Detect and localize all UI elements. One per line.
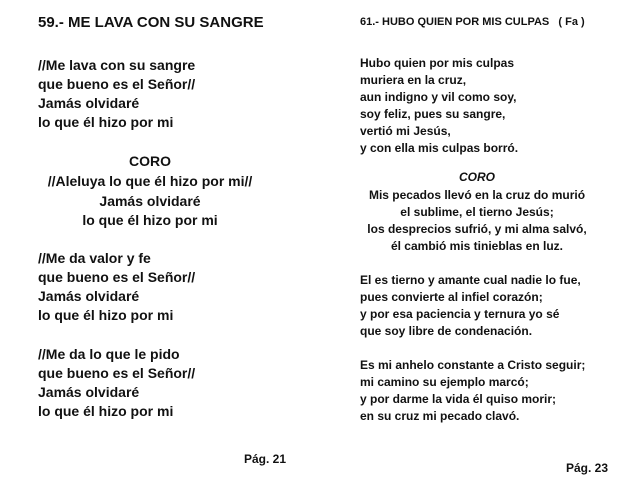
chorus-heading: CORO — [129, 153, 171, 169]
page-number-right: Pág. 23 — [566, 461, 609, 475]
lyric-line: mi camino su ejemplo marcó; — [360, 375, 529, 389]
lyric-line: lo que él hizo por mi — [38, 114, 174, 130]
lyric-line: Es mi anhelo constante a Cristo seguir; — [360, 358, 586, 372]
lyric-line: que bueno es el Señor// — [38, 269, 196, 285]
lyric-line: El es tierno y amante cual nadie lo fue, — [360, 273, 581, 287]
song-title-61: 61.- HUBO QUIEN POR MIS CULPAS ( Fa ) — [360, 16, 585, 28]
lyric-line: que bueno es el Señor// — [38, 365, 196, 381]
chorus-line: //Aleluya lo que él hizo por mi// — [47, 173, 253, 189]
lyric-line: //Me lava con su sangre — [38, 57, 196, 73]
chorus-heading: CORO — [459, 170, 495, 184]
lyric-line: soy feliz, pues su sangre, — [360, 107, 506, 121]
chorus-line: los desprecios sufrió, y mi alma salvó, — [367, 222, 587, 236]
chorus-line: lo que él hizo por mi — [82, 212, 218, 228]
chorus-line: Mis pecados llevó en la cruz do murió — [368, 188, 586, 202]
lyric-line: vertió mi Jesús, — [360, 124, 451, 138]
lyric-line: Jamás olvidaré — [38, 288, 140, 304]
lyric-line: lo que él hizo por mi — [38, 403, 174, 419]
lyric-line: Hubo quien por mis culpas — [360, 56, 515, 70]
lyric-line: Jamás olvidaré — [38, 384, 140, 400]
page-number-left: Pág. 21 — [244, 452, 287, 466]
chorus-line: él cambió mis tinieblas en luz. — [390, 239, 564, 253]
lyric-line: aun indigno y vil como soy, — [360, 90, 517, 104]
lyric-line: que soy libre de condenación. — [360, 324, 533, 338]
lyric-line: //Me da lo que le pido — [38, 346, 180, 362]
chorus-line: Jamás olvidaré — [99, 193, 201, 209]
lyric-line: y por esa paciencia y ternura yo sé — [360, 307, 560, 321]
lyric-line: y por darme la vida él quiso morir; — [360, 392, 557, 406]
lyric-line: pues convierte al infiel corazón; — [360, 290, 543, 304]
lyric-line: lo que él hizo por mi — [38, 307, 174, 323]
lyric-line: y con ella mis culpas borró. — [360, 141, 519, 155]
lyric-line: Jamás olvidaré — [38, 95, 140, 111]
lyric-line: //Me da valor y fe — [38, 250, 151, 266]
lyric-line: que bueno es el Señor// — [38, 76, 196, 92]
lyric-line: muriera en la cruz, — [360, 73, 467, 87]
song-title-59: 59.- ME LAVA CON SU SANGRE — [38, 14, 264, 31]
lyric-line: en su cruz mi pecado clavó. — [360, 409, 520, 423]
chorus-line: el sublime, el tierno Jesús; — [400, 205, 554, 219]
